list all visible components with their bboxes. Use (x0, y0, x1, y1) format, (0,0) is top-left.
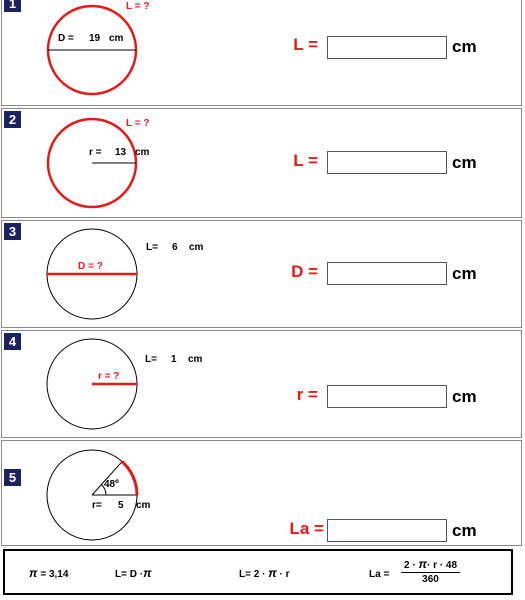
answer-input[interactable] (327, 151, 447, 174)
given-value: 5 (118, 500, 124, 511)
given-value: 19 (89, 33, 101, 44)
circle-figure (2, 109, 302, 219)
given-label: r= (92, 500, 102, 511)
given-label: L= (145, 354, 157, 365)
exercise-4-panel (1, 330, 522, 438)
arc-length-fraction (401, 558, 460, 586)
pi-symbol: π (29, 566, 38, 580)
given-label: r = (89, 147, 102, 158)
given-unit: cm (136, 500, 151, 511)
answer-unit: cm (452, 521, 477, 540)
exercise-1-panel (1, 0, 522, 106)
circumference-diameter-formula: L= D ·π (115, 566, 152, 580)
angle-label: 48º (104, 479, 119, 490)
circle-figure (2, 331, 302, 439)
arc-length-label: La = (369, 569, 390, 580)
given-unit: cm (109, 33, 124, 44)
formula-bar (3, 549, 513, 595)
answer-label: r = (296, 385, 318, 404)
answer-label: D = (291, 262, 318, 281)
asked-label: L = ? (126, 118, 150, 129)
answer-input[interactable] (327, 385, 447, 408)
exercise-3-panel (1, 220, 522, 328)
answer-unit: cm (452, 387, 477, 406)
given-label: D = (58, 33, 74, 44)
exercise-5-panel (1, 440, 522, 546)
answer-label: L = (293, 35, 318, 54)
given-value: 1 (171, 354, 177, 365)
answer-input[interactable] (327, 519, 447, 542)
fraction-numerator: 2 · π· r · 48 (401, 558, 460, 573)
arc-highlight (122, 462, 137, 495)
asked-label: D = ? (78, 261, 103, 272)
asked-label: L = ? (126, 1, 150, 12)
answer-unit: cm (452, 264, 477, 283)
fraction-denominator: 360 (422, 574, 439, 585)
exercise-2-panel (1, 108, 522, 218)
given-unit: cm (188, 354, 203, 365)
asked-label: r = ? (98, 371, 120, 382)
exercise-number-badge: 1 (4, 0, 21, 12)
exercise-number-badge: 3 (4, 223, 21, 240)
circle-figure (2, 0, 302, 107)
exercise-number-badge: 2 (4, 111, 21, 128)
given-unit: cm (135, 147, 150, 158)
answer-input[interactable] (327, 36, 447, 59)
exercise-number-badge: 5 (4, 469, 21, 486)
answer-label: La = (289, 519, 324, 538)
answer-input[interactable] (327, 262, 447, 285)
circumference-radius-formula: L= 2 · π · r (239, 566, 290, 580)
circle-figure (2, 441, 302, 547)
given-unit: cm (189, 242, 204, 253)
exercise-number-badge: 4 (4, 333, 21, 350)
pi-formula: π = 3,14 (29, 566, 69, 580)
answer-unit: cm (452, 37, 477, 56)
circle-figure (2, 221, 302, 329)
answer-unit: cm (452, 153, 477, 172)
answer-label: L = (293, 151, 318, 170)
given-value: 6 (172, 242, 178, 253)
given-value: 13 (115, 147, 127, 158)
given-label: L= (146, 242, 158, 253)
